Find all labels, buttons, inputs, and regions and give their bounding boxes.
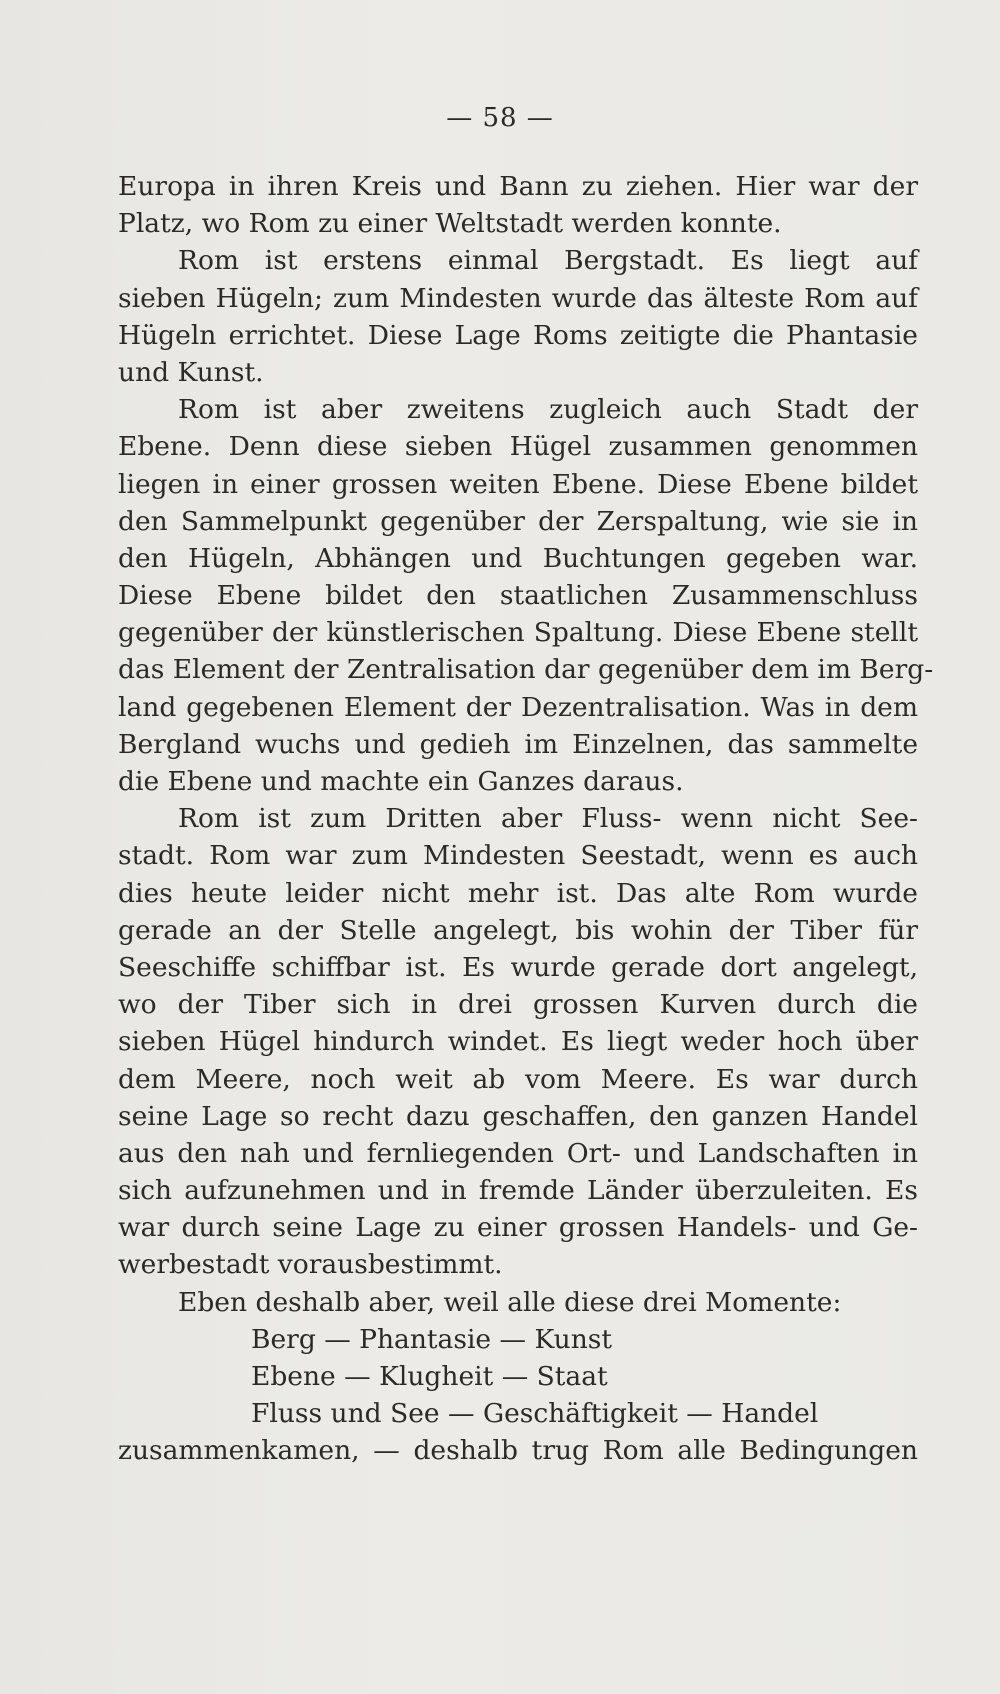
text-line: Ebene — Klugheit — Staat <box>251 1361 608 1392</box>
text-line: Bergland wuchs und gedieh im Einzelnen, das sammelte <box>118 728 918 760</box>
text-line: seine Lage so recht dazu geschaffen, den ganzen Handel <box>118 1100 918 1132</box>
text-line: Berg — Phantasie — Kunst <box>251 1323 613 1355</box>
text-line: sieben Hügel hindurch windet. Es liegt weder hoch über <box>118 1026 918 1058</box>
text-line: Seeschiffe schiffbar ist. Es wurde gerade dort angelegt, <box>118 951 918 983</box>
text-line: liegen in einer grossen weiten Ebene. Diese Ebene bildet <box>118 468 918 500</box>
text-line: war durch seine Lage zu einer grossen Handels- und Ge- <box>118 1212 918 1244</box>
text-line: den Sammelpunkt gegenüber der Zerspaltung, wie sie in <box>118 505 918 537</box>
text-line: gerade an der Stelle angelegt, bis wohin der Tiber für <box>118 914 918 946</box>
text-line: gegenüber der künstlerischen Spaltung. Diese Ebene stellt <box>118 617 918 649</box>
text-line: dies heute leider nicht mehr ist. Das alte Rom wurde <box>118 877 918 909</box>
text-line: und Kunst. <box>118 356 264 388</box>
body-text <box>118 168 934 1470</box>
text-line: dem Meere, noch weit ab vom Meere. Es war durch <box>118 1063 918 1095</box>
text-line: Rom ist zum Dritten aber Fluss- wenn nicht See- <box>178 803 918 835</box>
text-line: aus den nah und fernliegenden Ort- und Landschaften in <box>118 1137 918 1169</box>
text-line: stadt. Rom war zum Mindesten Seestadt, wenn es auch <box>118 840 918 872</box>
text-line: Fluss und See — Geschäftigkeit — Handel <box>251 1398 819 1430</box>
text-line: Rom ist erstens einmal Bergstadt. Es liegt auf <box>178 245 918 277</box>
text-line: Diese Ebene bildet den staatlichen Zusammenschluss <box>118 580 918 612</box>
text-line: Rom ist aber zweitens zugleich auch Stadt der <box>178 394 918 426</box>
text-line: Europa in ihren Kreis und Bann zu ziehen. Hier war der <box>118 171 918 202</box>
text-line: sich aufzunehmen und in fremde Länder überzuleiten. Es <box>118 1175 918 1207</box>
text-line: land gegebenen Element der Dezentralisation. Was in dem <box>118 691 918 723</box>
text-line: zusammenkamen, — deshalb trug Rom alle Bedingungen <box>118 1435 918 1467</box>
text-line: Ebene. Denn diese sieben Hügel zusammen genommen <box>118 431 918 463</box>
text-line: Platz, wo Rom zu einer Weltstadt werden konnte. <box>118 208 782 240</box>
text-line: das Element der Zentralisation dar gegenüber dem im Berg- <box>118 654 934 686</box>
text-line: werbestadt vorausbestimmt. <box>118 1249 503 1281</box>
text-line: sieben Hügeln; zum Mindesten wurde das älteste Rom auf <box>118 282 918 314</box>
text-line: wo der Tiber sich in drei grossen Kurven durch die <box>118 989 918 1021</box>
page-number: — 58 — <box>446 103 554 133</box>
text-line: Hügeln errichtet. Diese Lage Roms zeitigte die Phantasie <box>118 319 918 351</box>
text-line: die Ebene und machte ein Ganzes daraus. <box>118 766 684 797</box>
text-line: den Hügeln, Abhängen und Buchtungen gegeben war. <box>118 542 918 574</box>
text-line: Eben deshalb aber, weil alle diese drei Momente: <box>178 1286 842 1318</box>
